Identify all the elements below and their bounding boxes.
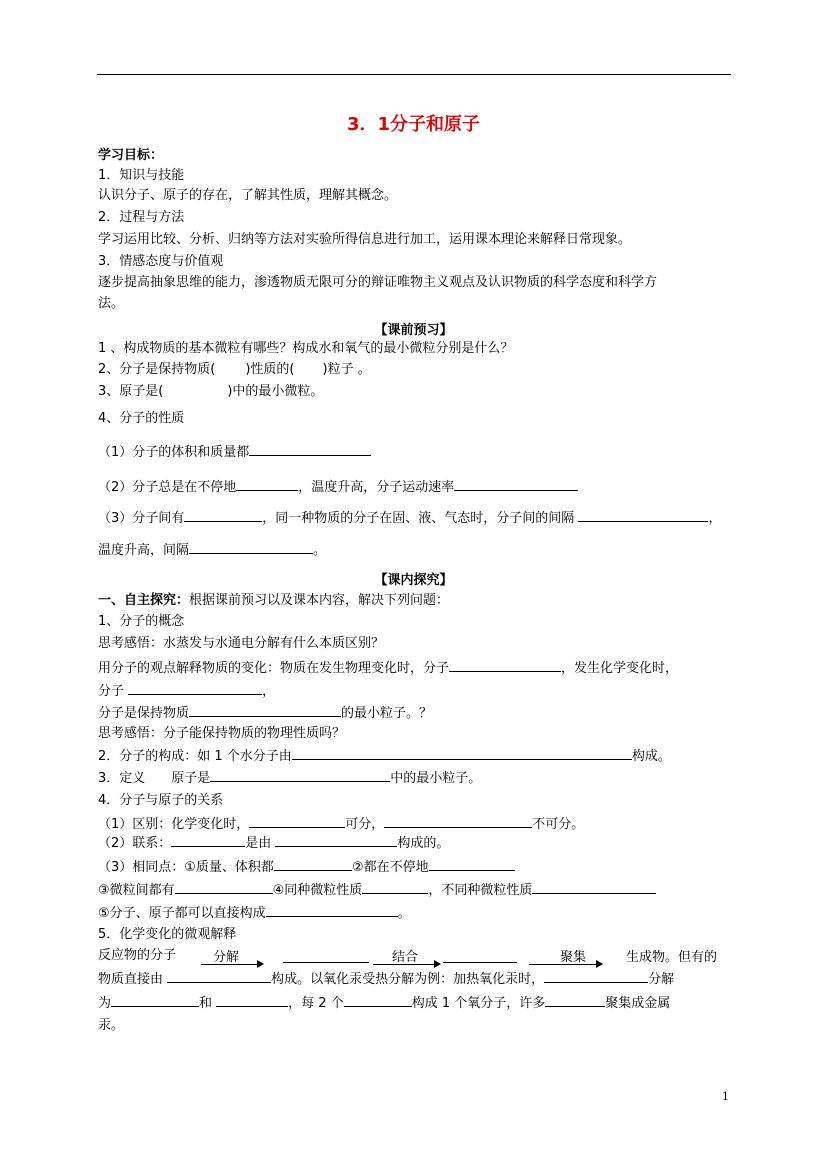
section-title: 4．分子与原子的关系 bbox=[98, 793, 224, 808]
objective-line: 法。 bbox=[98, 296, 125, 311]
answer-blank[interactable] bbox=[274, 858, 352, 871]
section-title: 1、分子的概念 bbox=[98, 614, 185, 629]
explore-line: ③微粒间都有 ④同种微粒性质 ，不同种微粒性质 bbox=[98, 881, 656, 900]
header-rule bbox=[97, 74, 731, 75]
preview-question: 3、原子是( )中的最小微粒。 bbox=[98, 384, 324, 399]
answer-blank[interactable] bbox=[429, 858, 515, 871]
explore-line: （3）相同点：①质量、体积都 ②都在不停地 bbox=[98, 858, 515, 877]
objectives-heading: 学习目标： bbox=[98, 148, 164, 163]
answer-blank[interactable] bbox=[189, 704, 341, 717]
answer-blank[interactable] bbox=[449, 659, 561, 672]
explore-line: 3．定义 原子是 中的最小粒子。 bbox=[98, 771, 482, 786]
objective-line: 逐步提高抽象思维的能力，渗透物质无限可分的辩证唯物主义观点及认识物质的科学态度和科学方 bbox=[98, 275, 658, 290]
preview-item: （2）分子总是在不停地 ，温度升高，分子运动速率 bbox=[98, 478, 578, 497]
arrow-label: 分解 bbox=[213, 950, 240, 965]
arrowhead-icon bbox=[596, 960, 603, 968]
answer-blank[interactable] bbox=[167, 970, 271, 983]
arrowhead-icon bbox=[434, 960, 441, 968]
preview-item: （3）分子间有 ，同一种物质的分子在固、液、气态时，分子间的间隔 ， bbox=[98, 511, 722, 526]
answer-blank[interactable] bbox=[249, 443, 371, 456]
arrowhead-icon bbox=[257, 960, 264, 968]
answer-blank[interactable] bbox=[249, 815, 345, 828]
arrow-icon bbox=[529, 964, 597, 965]
answer-blank[interactable] bbox=[344, 994, 412, 1007]
answer-blank[interactable] bbox=[532, 881, 656, 894]
explore-line: 思考感悟：水蒸发与水通电分解有什么本质区别？ bbox=[98, 636, 385, 651]
explore-line: 用分子的观点解释物质的变化：物质在发生物理变化时，分子 ，发生化学变化时， bbox=[98, 661, 679, 676]
answer-blank[interactable] bbox=[454, 478, 578, 491]
answer-blank[interactable] bbox=[210, 769, 390, 782]
explore-line: 分子 ， bbox=[98, 684, 276, 699]
answer-blank[interactable] bbox=[578, 509, 708, 522]
objective-line: 3．情感态度与价值观 bbox=[98, 254, 224, 269]
objective-line: 2．过程与方法 bbox=[98, 210, 185, 225]
preview-item: 温度升高，间隔 。 bbox=[98, 543, 327, 558]
answer-blank[interactable] bbox=[275, 834, 397, 847]
answer-blank[interactable] bbox=[171, 834, 245, 847]
reaction-start: 反应物的分子 bbox=[98, 948, 177, 963]
section-title: 5．化学变化的微观解释 bbox=[98, 927, 237, 942]
answer-blank[interactable] bbox=[189, 541, 313, 554]
answer-blank[interactable] bbox=[111, 994, 199, 1007]
objective-line: 1．知识与技能 bbox=[98, 168, 185, 183]
explore-line: 分子是保持物质 的最小粒子。？ bbox=[98, 706, 433, 721]
page-title: 3．1分子和原子 bbox=[346, 114, 481, 135]
reaction-end: 生成物。但有的 bbox=[626, 950, 718, 965]
explore-line: ⑤分子、原子都可以直接构成 。 bbox=[98, 906, 411, 921]
arrow-icon bbox=[201, 964, 258, 965]
page-number: 1 bbox=[722, 1090, 729, 1103]
explore-heading: 【课内探究】 bbox=[374, 573, 453, 588]
answer-blank[interactable] bbox=[266, 904, 398, 917]
answer-blank[interactable] bbox=[544, 970, 648, 983]
explore-line: 2．分子的构成：如 1 个水分子由 构成。 bbox=[98, 749, 671, 764]
explore-line: 物质直接由 构成。以氧化汞受热分解为例：加热氧化汞时， 分解 bbox=[98, 972, 675, 987]
preview-question: 2、分子是保持物质( )性质的( )粒子 。 bbox=[98, 362, 371, 377]
arrow-label: 结合 bbox=[392, 950, 419, 965]
explore-line: （2）联系： 是由 构成的。 bbox=[98, 836, 450, 851]
preview-item: （1）分子的体积和质量都 bbox=[98, 443, 371, 462]
explore-line: 思考感悟：分子能保持物质的物理性质吗？ bbox=[98, 726, 346, 741]
explore-intro: 一、自主探究：根据课前预习以及课本内容，解决下列问题： bbox=[98, 593, 450, 608]
answer-blank[interactable] bbox=[216, 994, 288, 1007]
answer-blank[interactable] bbox=[184, 509, 262, 522]
preview-question: 4、分子的性质 bbox=[98, 411, 185, 426]
arrow-label: 聚集 bbox=[560, 950, 587, 965]
objective-line: 认识分子、原子的存在，了解其性质，理解其概念。 bbox=[98, 188, 398, 203]
answer-blank[interactable] bbox=[545, 994, 605, 1007]
answer-blank[interactable] bbox=[175, 881, 273, 894]
explore-line: 汞。 bbox=[98, 1018, 125, 1033]
answer-blank[interactable] bbox=[128, 682, 262, 695]
arrow-icon bbox=[373, 964, 435, 965]
answer-blank[interactable] bbox=[362, 881, 428, 894]
preview-heading: 【课前预习】 bbox=[374, 323, 453, 338]
answer-blank[interactable] bbox=[443, 950, 517, 963]
answer-blank[interactable] bbox=[292, 747, 632, 760]
explore-line: （1）区别：化学变化时， 可分， 不可分。 bbox=[98, 817, 585, 832]
explore-line: 为 和 ，每 2 个 构成 1 个氧分子，许多 聚集成金属 bbox=[98, 996, 671, 1011]
preview-question: 1 、构成物质的基本微粒有哪些？构成水和氧气的最小微粒分别是什么？ bbox=[98, 341, 514, 356]
answer-blank[interactable] bbox=[384, 815, 532, 828]
objective-line: 学习运用比较、分析、归纳等方法对实验所得信息进行加工，运用课本理论来解释日常现象。 bbox=[98, 232, 632, 247]
answer-blank[interactable] bbox=[236, 478, 298, 491]
answer-blank[interactable] bbox=[283, 950, 369, 963]
